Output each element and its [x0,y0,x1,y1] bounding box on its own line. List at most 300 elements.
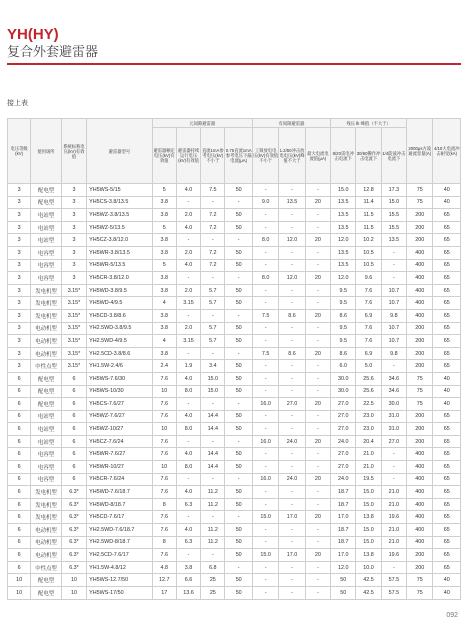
table-cell: 20 [305,196,330,209]
table-cell: 3 [61,259,86,272]
table-cell: 400 [407,486,433,499]
table-cell: 3 [8,184,31,197]
table-cell: - [381,360,406,373]
table-cell: 3.15 [176,335,200,348]
table-cell: 6 [8,461,31,474]
table-row [8,221,461,234]
table-cell: 5 [152,184,176,197]
table-cell: - [225,511,252,524]
table-cell: 6 [61,423,86,436]
table-cell: - [225,234,252,247]
table-cell: 200 [407,335,433,348]
table-cell: - [252,524,278,537]
table-cell: 57.5 [381,587,406,600]
table-cell: - [279,486,305,499]
table-cell: 4.0 [176,410,200,423]
table-cell: 15.0 [201,372,225,385]
table-cell: 3 [8,284,31,297]
table-cell: - [279,461,305,474]
table-cell: YH5WD-7.6/18.7 [87,486,152,499]
table-cell: 电站型 [31,410,62,423]
col-header: 2000μs方波通流容量(A) [407,119,433,184]
table-cell: 15.0 [201,385,225,398]
table-cell: YH5CD-3.8/8.6 [87,309,152,322]
table-cell: 3.15* [61,347,86,360]
table-cell: 15.0 [381,196,406,209]
table-cell: - [252,587,278,600]
table-cell: 7.6 [152,473,176,486]
table-cell: 6 [61,448,86,461]
table-cell: 400 [407,511,433,524]
table-cell: 9.6 [356,272,381,285]
table-cell: 配电型 [31,398,62,411]
table-cell: 8.0 [176,461,200,474]
table-cell: - [305,461,330,474]
table-cell: 42.5 [356,574,381,587]
table-cell: 200 [407,435,433,448]
table-cell: 50 [225,209,252,222]
table-cell: 6.8 [201,561,225,574]
table-cell: - [252,221,278,234]
table-cell: - [252,209,278,222]
table-cell: 23.0 [356,423,381,436]
table-cell: - [381,246,406,259]
table-cell: 6 [8,448,31,461]
table-cell: 20 [305,398,330,411]
table-cell: 40 [433,398,461,411]
table-row [8,385,461,398]
table-cell: - [252,498,278,511]
table-cell: 4.0 [176,372,200,385]
table-cell: 24.0 [331,435,356,448]
table-cell: 6.3* [61,511,86,524]
table-cell: 10 [152,385,176,398]
table-cell: 31.0 [381,423,406,436]
table-cell: 65 [433,511,461,524]
table-cell: 7.6 [152,398,176,411]
table-row [8,272,461,285]
table-cell: 400 [407,284,433,297]
table-cell: 75 [407,385,433,398]
table-cell: 6 [8,486,31,499]
table-cell: 配电型 [31,587,62,600]
table-cell: YH5WS-17/50 [87,587,152,600]
table-cell: 8.6 [331,309,356,322]
table-cell: - [305,410,330,423]
table-cell: 电站型 [31,435,62,448]
table-cell: 6.6 [176,574,200,587]
table-row [8,246,461,259]
table-cell: 3.15* [61,322,86,335]
table-cell: 65 [433,209,461,222]
table-cell: 50 [225,372,252,385]
table-cell: 16.0 [252,435,278,448]
table-cell: 20 [305,234,330,247]
table-cell: 6.3* [61,498,86,511]
table-cell: 7.6 [152,448,176,461]
table-cell: - [252,322,278,335]
table-cell: 6 [8,524,31,537]
table-cell: - [252,410,278,423]
col-header: 使用场所 [31,119,62,184]
table-cell: 10.7 [381,297,406,310]
table-row [8,322,461,335]
table-cell: 4.0 [176,524,200,537]
table-cell: 发电机型 [31,309,62,322]
table-cell: 17.0 [331,511,356,524]
table-cell: 3.15 [176,297,200,310]
table-cell: 18.7 [331,498,356,511]
table-cell: - [305,322,330,335]
table-cell: 12.8 [356,184,381,197]
table-cell: 13.5 [381,234,406,247]
table-cell: 3 [8,297,31,310]
table-cell: 7.5 [252,309,278,322]
table-cell: 75 [407,184,433,197]
table-cell: - [225,196,252,209]
table-cell: 11.2 [201,536,225,549]
table-cell: - [225,398,252,411]
table-cell: - [201,398,225,411]
table-body [8,184,461,600]
table-cell: YH2.5WD-4/9.5 [87,335,152,348]
table-cell: - [305,486,330,499]
col-header: 避雷器型号 [87,119,152,184]
table-cell: 50 [225,536,252,549]
table-cell: 400 [407,448,433,461]
table-cell: 6 [8,372,31,385]
table-cell: 电动机型 [31,524,62,537]
table-cell: 2.0 [176,322,200,335]
table-cell: 27.0 [331,448,356,461]
table-cell: 31.0 [381,410,406,423]
table-cell: - [279,498,305,511]
table-cell: - [176,398,200,411]
table-cell: 10.5 [356,246,381,259]
table-cell: 6.9 [356,347,381,360]
table-row [8,196,461,209]
table-cell: 5.7 [201,322,225,335]
table-cell: 7.2 [201,246,225,259]
title-divider [7,63,461,65]
table-cell: 3.8 [152,309,176,322]
table-cell: 8.0 [176,423,200,436]
col-header: 避雷器持续运行电压(kV)有效值 [176,128,200,184]
table-cell: 3 [8,221,31,234]
table-cell: 15.0 [356,524,381,537]
table-cell: - [279,259,305,272]
table-cell: 50 [225,322,252,335]
table-cell: 8 [152,498,176,511]
table-cell: 电站型 [31,234,62,247]
table-cell: - [279,246,305,259]
table-cell: YH5WR-3.8/13.5 [87,246,152,259]
table-cell: - [252,284,278,297]
table-row [8,473,461,486]
table-cell: - [201,511,225,524]
table-cell: 15.0 [356,498,381,511]
table-cell: - [252,461,278,474]
table-cell: 75 [407,587,433,600]
table-cell: 3 [8,309,31,322]
table-cell: 21.0 [356,448,381,461]
table-cell: 3.8 [152,246,176,259]
table-cell: 40 [433,196,461,209]
table-cell: YH5CZ-3.8/12.0 [87,234,152,247]
table-cell: 10 [61,587,86,600]
table-cell: - [279,536,305,549]
table-cell: 电容型 [31,272,62,285]
table-cell: 6 [61,435,86,448]
table-cell: 50 [225,486,252,499]
table-cell: 6 [8,435,31,448]
table-cell: - [305,561,330,574]
table-cell: 40 [433,385,461,398]
table-row [8,524,461,537]
table-cell: 65 [433,272,461,285]
table-cell: - [381,473,406,486]
table-cell: 50 [331,587,356,600]
table-cell: - [305,498,330,511]
table-cell: 9.0 [252,196,278,209]
table-cell: - [176,549,200,562]
table-cell: 3.15* [61,360,86,373]
table-cell: 9.5 [331,322,356,335]
table-cell: 10.0 [356,561,381,574]
table-cell: YH1.5W-2.4/6 [87,360,152,373]
table-cell: - [252,561,278,574]
table-cell: 13.8 [356,549,381,562]
col-header: 最大电流电流值(μA) [305,128,330,184]
table-cell: 75 [407,574,433,587]
table-cell: - [305,587,330,600]
table-cell: - [305,209,330,222]
table-row [8,498,461,511]
table-row [8,309,461,322]
table-cell: - [252,297,278,310]
table-cell: 3 [61,196,86,209]
table-cell: - [252,360,278,373]
table-cell: - [279,284,305,297]
table-cell: 3 [8,209,31,222]
table-cell: 13.5 [279,196,305,209]
table-row [8,360,461,373]
table-cell: 50 [225,498,252,511]
table-cell: 8.0 [252,272,278,285]
table-cell: YH5CD-7.6/17 [87,511,152,524]
table-cell: - [176,473,200,486]
table-cell: 11.5 [356,209,381,222]
table-cell: 7.6 [152,372,176,385]
table-cell: 3.15* [61,335,86,348]
table-cell: 400 [407,272,433,285]
table-cell: 6.3* [61,561,86,574]
table-row [8,410,461,423]
table-cell: - [381,461,406,474]
table-cell: 3 [61,246,86,259]
col-header: 电压等级(kV) [8,119,31,184]
table-cell: 3.8 [152,209,176,222]
table-cell: 30.0 [331,385,356,398]
table-cell: 3 [8,234,31,247]
table-cell: 6.3 [176,536,200,549]
table-cell: 65 [433,473,461,486]
table-cell: 50 [225,297,252,310]
table-cell: - [279,372,305,385]
table-cell: 3.8 [152,234,176,247]
table-cell: 7.6 [152,435,176,448]
table-cell: 13.5 [331,221,356,234]
table-cell: 50 [225,259,252,272]
table-cell: - [305,246,330,259]
table-cell: 65 [433,461,461,474]
table-cell: - [305,221,330,234]
table-cell: 23.0 [356,410,381,423]
table-cell: 6 [8,385,31,398]
group-header: 有间隙避雷器 [252,119,330,128]
table-cell: 400 [407,297,433,310]
page-number: 092 [446,612,458,619]
table-cell: 7.6 [152,511,176,524]
table-cell: 15.5 [381,221,406,234]
table-cell: 18.7 [331,524,356,537]
table-cell: 发电机型 [31,284,62,297]
table-row [8,259,461,272]
table-cell: 4.0 [176,448,200,461]
table-cell: 65 [433,322,461,335]
table-cell: 15.5 [381,209,406,222]
col-header: 4/10大电流冲击耐受(kA) [433,119,461,184]
table-cell: 12.0 [331,561,356,574]
table-cell: - [252,335,278,348]
table-cell: - [201,234,225,247]
table-cell: 57.5 [381,574,406,587]
table-cell: 3.8 [152,272,176,285]
table-cell: YH5WZ-7.6/27 [87,410,152,423]
table-cell: 6 [8,536,31,549]
table-cell: 7.2 [201,209,225,222]
table-cell: YH5CR-7.6/24 [87,473,152,486]
table-cell: - [201,196,225,209]
table-cell: 200 [407,322,433,335]
table-cell: 14.4 [201,448,225,461]
table-row [8,511,461,524]
table-cell: 200 [407,209,433,222]
table-cell: 发电机型 [31,486,62,499]
table-cell: 配电型 [31,574,62,587]
table-row [8,347,461,360]
table-cell: - [381,448,406,461]
table-cell: 13.6 [176,587,200,600]
table-cell: 20 [305,309,330,322]
table-cell: 50 [225,184,252,197]
table-cell: 21.0 [356,461,381,474]
table-cell: 65 [433,297,461,310]
table-cell: 6 [8,511,31,524]
table-cell: 中性点型 [31,360,62,373]
table-cell: 10 [8,587,31,600]
spec-table [7,118,461,600]
table-cell: 400 [407,259,433,272]
table-cell: 10 [8,574,31,587]
table-cell: 8.6 [279,347,305,360]
table-cell: 电容型 [31,246,62,259]
table-cell: 34.6 [381,385,406,398]
table-cell: 24.0 [331,473,356,486]
table-cell: 5.0 [356,360,381,373]
table-cell: 6 [61,473,86,486]
table-cell: 40 [433,372,461,385]
table-cell: 27.0 [331,398,356,411]
table-cell: 65 [433,246,461,259]
table-cell: YH5WZ-3.8/13.5 [87,209,152,222]
table-cell: 6 [8,423,31,436]
table-cell: 13.8 [356,511,381,524]
table-cell: 7.6 [356,297,381,310]
table-cell: 19.6 [381,549,406,562]
table-cell: YH5CS-3.8/13.5 [87,196,152,209]
table-cell: 65 [433,448,461,461]
table-cell: YH2.5WD-7.6/18.7 [87,524,152,537]
table-cell: 6 [8,473,31,486]
table-cell: - [252,385,278,398]
table-cell: 6 [61,372,86,385]
table-cell: 6 [61,385,86,398]
table-cell: 13.5 [331,259,356,272]
table-cell: YH2.5WD-8/18.7 [87,536,152,549]
table-row [8,335,461,348]
table-cell: - [305,360,330,373]
table-cell: - [305,385,330,398]
table-cell: 16.0 [252,473,278,486]
table-cell: 50 [225,423,252,436]
table-cell: 8.6 [331,347,356,360]
table-cell: - [252,372,278,385]
table-cell: YH5CZ-7.6/24 [87,435,152,448]
table-cell: 65 [433,309,461,322]
table-cell: 10 [61,574,86,587]
table-cell: 17.0 [331,549,356,562]
table-cell: 40 [433,587,461,600]
table-cell: - [201,435,225,448]
table-cell: 6.3* [61,486,86,499]
table-cell: 400 [407,524,433,537]
table-cell: 50 [331,574,356,587]
table-cell: 19.6 [381,511,406,524]
table-cell: 25 [201,587,225,600]
table-row [8,587,461,600]
table-cell: 10.7 [381,284,406,297]
table-cell: 3 [8,335,31,348]
table-cell: 200 [407,410,433,423]
table-row [8,574,461,587]
table-cell: - [305,524,330,537]
table-cell: 65 [433,410,461,423]
table-row [8,284,461,297]
table-cell: 7.5 [252,347,278,360]
table-cell: - [252,259,278,272]
table-cell: - [305,284,330,297]
section-title: 接上表 [7,100,28,107]
table-cell: YH2.5CD-7.6/17 [87,549,152,562]
table-cell: 17 [152,587,176,600]
col-header: 系统标称电压(kV)有效值 [61,119,86,184]
table-cell: YH5WZ-10/27 [87,423,152,436]
table-cell: 6 [8,498,31,511]
table-cell: 20 [305,473,330,486]
table-cell: 12.0 [331,234,356,247]
table-cell: 65 [433,549,461,562]
